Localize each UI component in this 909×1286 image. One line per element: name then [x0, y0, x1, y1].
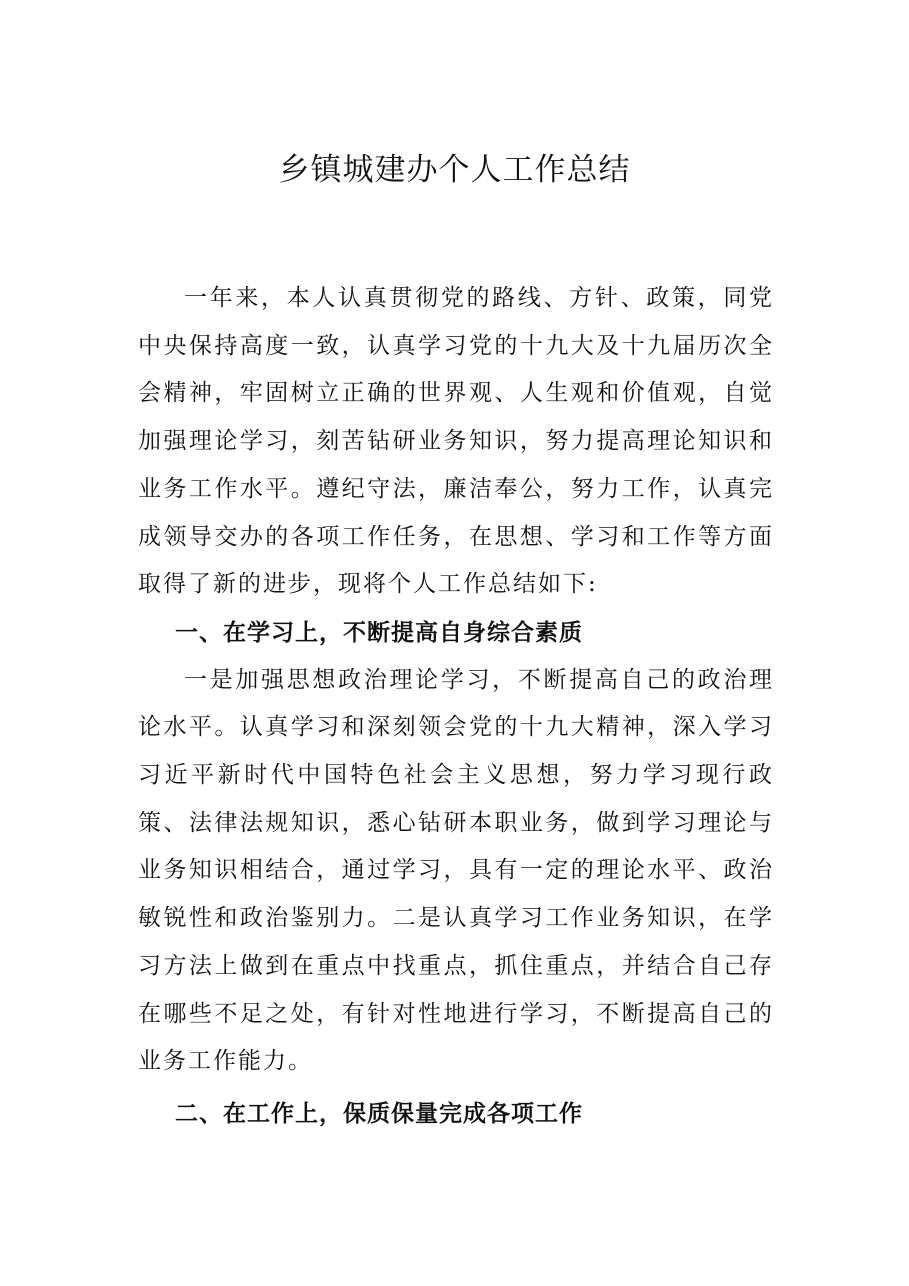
section-1-paragraph: 一是加强思想政治理论学习，不断提高自己的政治理论水平。认真学习和深刻领会党的十九大精神，深入学习习近平新时代中国特色社会主义思想，努力学习现行政策、法律法规知识，悉心钻研本职业务，做到学习理论与业务知识相结合，通过学习，具有一定的理论水平、政治敏锐性和政治鉴别力。二是认真学习工作业务知识，在学习方法上做到在重点中找重点，抓住重点，并结合自己存在哪些不足之处，有针对性地进行学习，不断提高自己的业务工作能力。	[138, 666, 774, 1075]
document-title: 乡镇城建办个人工作总结	[278, 152, 631, 188]
section-1-heading: 一、在学习上，不断提高自身综合素质	[175, 618, 583, 646]
section-2-heading: 二、在工作上，保质保量完成各项工作	[175, 1099, 583, 1127]
document-body	[138, 275, 774, 1138]
intro-paragraph: 一年来，本人认真贯彻党的路线、方针、政策，同党中央保持高度一致，认真学习党的十九大及十九届历次全会精神，牢固树立正确的世界观、人生观和价值观，自觉加强理论学习，刻苦钻研业务知识，努力提高理论知识和业务工作水平。遵纪守法，廉洁奉公，努力工作，认真完成领导交办的各项工作任务，在思想、学习和工作等方面取得了新的进步，现将个人工作总结如下:	[138, 285, 774, 598]
